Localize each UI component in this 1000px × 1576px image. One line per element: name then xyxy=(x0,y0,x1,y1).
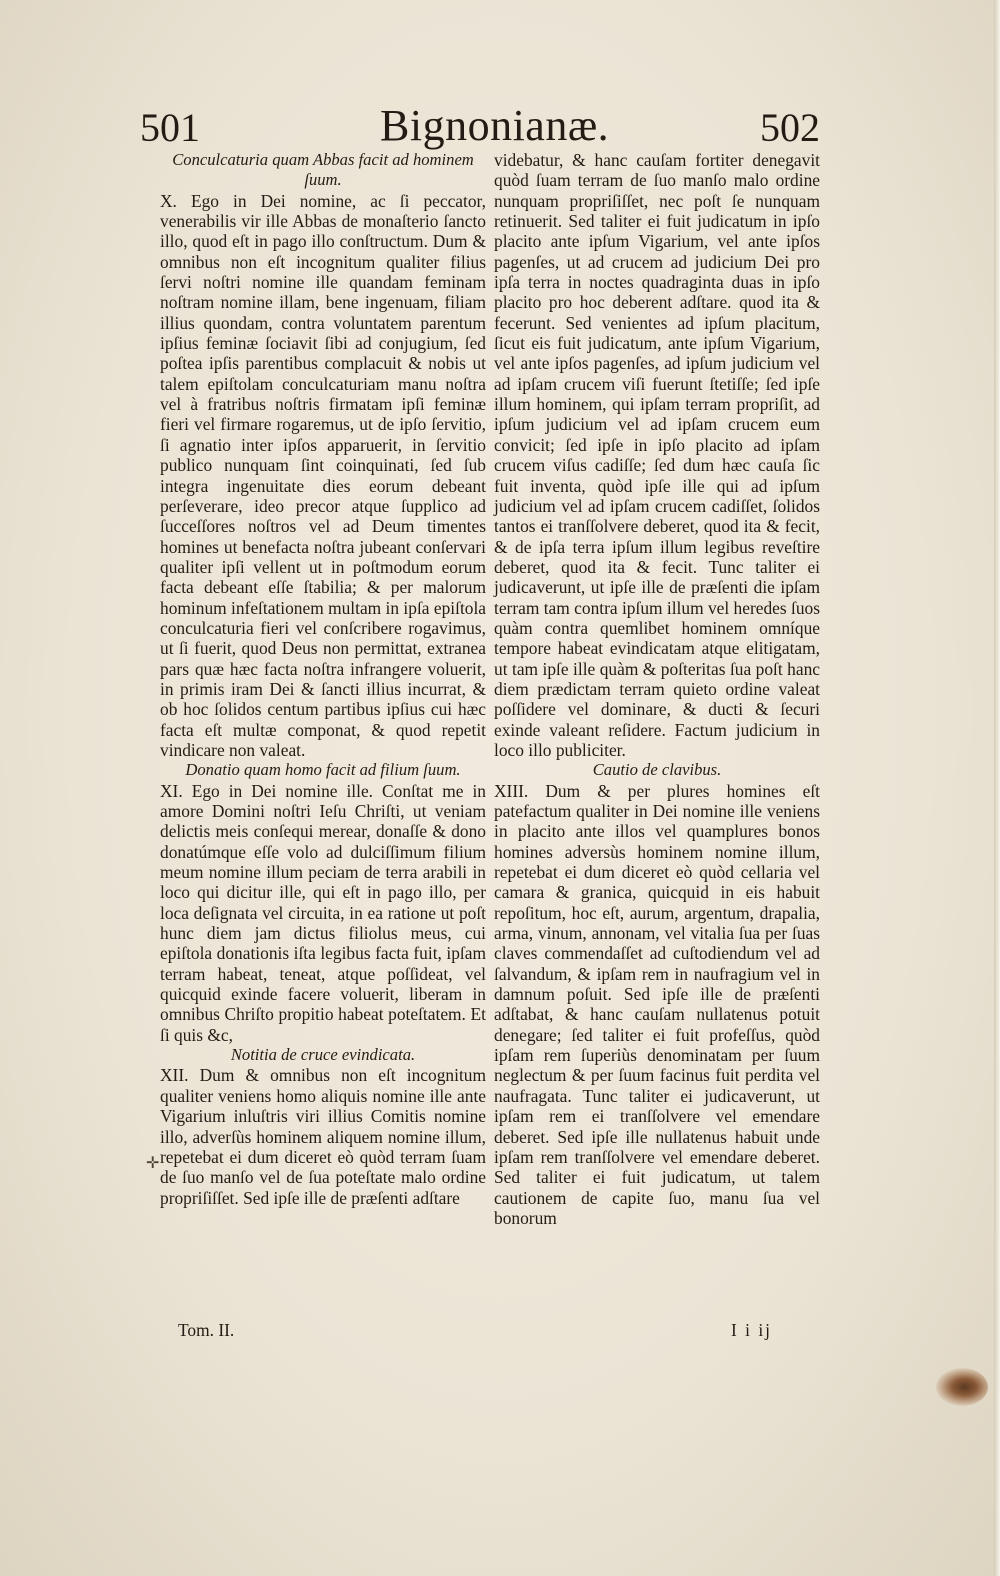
section-heading: Notitia de cruce evindicata. xyxy=(230,1045,416,1065)
section-text: XII. Dum & omnibus non eſt incognitum qualiter veniens homo aliquis nomine ille ante Vigarium inluſtris viri illius Comitis nomine illo, adverſùs hominem aliquem nomine illum, repetebat ei dum diceret eò quòd terram ſuam de ſuo manſo vel de ſua poteſtate malo ordine propriſiſſet. Sed ipſe ille de præſenti adſtare xyxy=(160,1065,486,1208)
section-text: videbatur, & hanc cauſam fortiter denegavit quòd ſuam terram de ſuo manſo malo ordine nunquam propriſiſſet, nec poſt ſe nunquam retinuerit. Sed taliter ei fuit judicatum in ipſo placito ante ipſum Vigarium, vel ante ipſos pagenſes, ut ad crucem ad judicium Dei pro ipſa terra in noctes quadraginta duas in ipſo placito pro hoc deberent adſtare. quod ita & fecerunt. Sed venientes ad ipſum placitum, ſicut eis fuit judicatum, ante ipſum Vigarium, vel ante ipſos pagenſes, ad ipſum judicium vel ad ipſam crucem viſi fuerunt ſtetiſſe; ſed ipſe illum hominem, qui ipſam terram propriſit, ad ipſum judicium vel ad ipſam crucem eum convicit; ſed ipſe in ipſo placito ad ipſam crucem viſus cadiſſe; ſed dum hæc cauſa ſic fuit inventa, quòd ipſe ille qui ad ipſum judicium vel ad ipſam crucem cadiſſet, ſolidos tantos ei tranſſolvere deberet, quod ita & fecit, & de ipſa terra ipſum illum legibus reveſtire deberet, quod ita & fecit. Tunc taliter ei judicaverunt, ut ipſe ille de præſenti die ipſam terram tam contra ipſum illum vel heredes ſuos quàm contra quemlibet hominem omníque tempore habeat evindicatam atque elitigatam, ut tam ipſe ille quàm & poſteritas ſua poſt hanc diem prædictam terram quieto ordine valeat poſſidere vel dominare, & ducti & ſecuri exinde valeant reſidere. Factum judicium in loco illo publiciter. xyxy=(494,150,820,760)
page-edge xyxy=(994,0,1000,1576)
margin-mark: ✛ xyxy=(146,1155,160,1172)
ink-stain xyxy=(936,1368,988,1406)
volume-label: Tom. II. xyxy=(178,1320,235,1340)
section-text: XIII. Dum & per plures homines eſt patefactum qualiter in Dei nomine ille veniens in placito ante illos vel quamplures bonos homines adversùs hominem nomine illum, repetebat ei dum diceret eò quòd cellaria vel camara & granica, quicquid in eis habuit repoſitum, hoc eſt, aurum, argentum, drapalia, arma, vinum, annonam, vel vitalia ſua per ſuas claves commendaſſet ad cuſtodiendum vel ad ſalvandum, & ipſam rem in naufragium vel in damnum poſuit. Sed ipſe ille de præſenti adſtabat, & hanc cauſam nullatenus potuit denegare; ſed taliter ei fuit profeſſus, quòd ipſam rem ſuperiùs denominatam per ſuum neglectum & per ſuum facinus fuit perdita vel naufragata. Tunc taliter ei judicaverunt, ut ipſam rem ei tranſſolvere vel emendare deberet. Sed ipſe ille nullatenus habuit unde ipſam rem tranſſolvere vel emendare deberet. Sed taliter ei fuit judicatum, ut talem cautionem de capite ſuo, manu ſua vel bonorum xyxy=(494,780,820,1228)
page-number-right: 502 xyxy=(760,105,820,150)
page-number-left: 501 xyxy=(140,105,200,150)
right-column xyxy=(494,150,820,1228)
left-column xyxy=(160,150,486,1208)
section-heading: Conculcaturia quam Abbas facit ad hominem ſuum. xyxy=(172,150,474,190)
section-heading: Cautio de clavibus. xyxy=(592,760,722,780)
section-text: XI. Ego in Dei nomine ille. Conſtat me in amore Domini noſtri Ieſu Chriſti, ut veniam delictis meis conſequi merear, donaſſe & dono donatúmque eſſe volo ad dulciſſimum filium meum nomine illum peciam de terra arabili in loco qui dicitur ille, qui eſt in pago illo, per loca deſignata vel circuita, in ea ratione ut poſt hunc diem jam dictus filiolus meus, cui epiſtola donationis iſta legibus facta fuit, ipſam terram habeat, teneat, atque poſſideat, vel quicquid exinde facere voluerit, liberam in omnibus Chriſto propitio habeat poteſtatem. Et ſi quis &c, xyxy=(160,780,486,1045)
page-footer xyxy=(178,1320,828,1344)
section-text: X. Ego in Dei nomine, ac ſi peccator, venerabilis vir ille Abbas de monaſterio ſancto illo, quod eſt in pago illo conſtructum. Dum & omnibus non eſt incognitum qualiter filius ſervi noſtri nomine ille quandam feminam noſtram nomine illam, bene ingenuam, filiam illius quondam, contra voluntatem parentum ipſius feminæ ſociavit ſibi ad conjugium, ſed poſtea ipſis parentibus complacuit & nobis ut talem epiſtolam conculcaturiam manu noſtra vel à fratribus noſtris firmatam ipſi feminæ fieri vel firmare rogaremus, ut de ipſo ſervitio, ſi agnatio inter ipſos apparuerit, in ſervitio publico nunquam ſint coinquinati, ſed ſub integra ingenuitate dies eorum debeant perſeverare, ideo precor atque ſupplico ad ſucceſſores noſtros vel ad Deum timentes homines ut benefacta noſtra jubeant conſervari qualiter ipſi vellent ut in poſtmodum eorum facta debeant eſſe ſtabilia; & per malorum hominum infeſtationem multam in ipſa epiſtola conculcaturia fieri vel conſcribere rogavimus, ut ſi fuerit, quod Deus non permittat, extranea pars quæ hæc facta noſtra infrangere voluerit, in primis iram Dei & ſancti illius incurrat, & ob hoc ſolidos centum partibus ipſius cui hæc facta eſt multæ componat, & quod repetit vindicare non valeat. xyxy=(160,190,487,760)
section-heading: Donatio quam homo facit ad filium ſuum. xyxy=(185,760,461,780)
running-title: Bignonianæ. xyxy=(380,101,610,150)
signature-mark: I i ij xyxy=(731,1320,772,1340)
